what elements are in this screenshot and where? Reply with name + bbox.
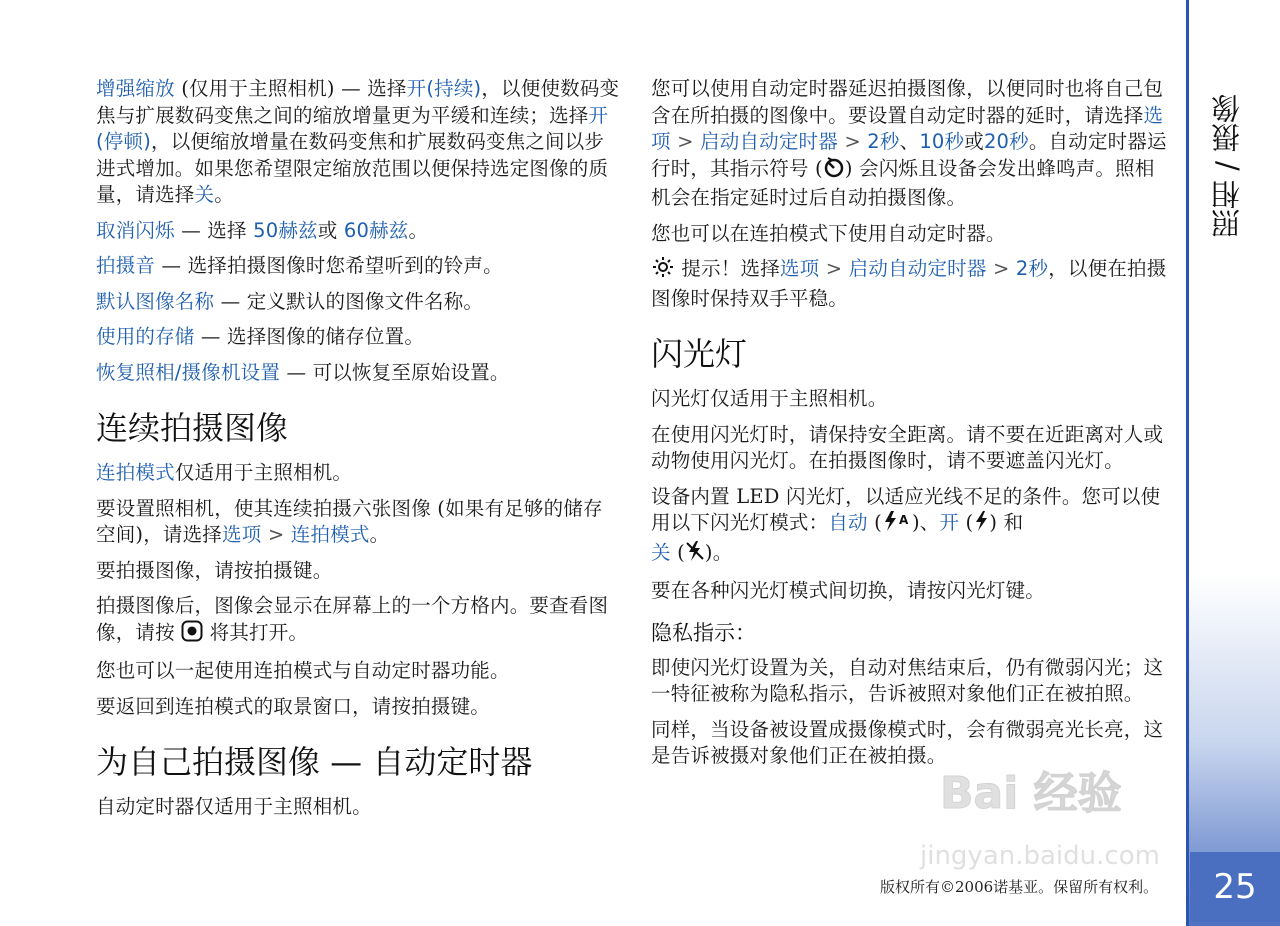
paragraph-timer-1: 自动定时器仅适用于主照相机。: [96, 795, 372, 818]
text: — 选择图像的储存位置。: [194, 325, 425, 348]
option-on-continuous: 开(持续): [406, 77, 482, 100]
option-60hz: 60赫兹: [343, 218, 409, 242]
self-timer-icon: [823, 156, 845, 186]
flash-on-icon: [973, 510, 989, 540]
paragraph-timer-3: 您也可以在连拍模式下使用自动定时器。: [651, 221, 1006, 245]
text: (仅用于主照相机) — 选择: [174, 77, 407, 100]
option-on-paused: 开(停顿): [96, 103, 609, 153]
option-20-seconds: 20秒: [983, 130, 1029, 153]
text: — 可以恢复至原始设置。: [280, 360, 510, 384]
option-flash-off: 关: [651, 540, 671, 564]
right-column: [651, 76, 1171, 779]
text: 设备内置 LED 闪光灯，以适应光线不足的条件。您可以使用以下闪光灯模式：: [651, 484, 1161, 534]
option-options: 选项: [779, 257, 820, 280]
watermark-line2: jingyan.baidu.com: [920, 841, 1160, 871]
menu-separator: >: [819, 257, 849, 280]
flash-auto-icon: [882, 510, 912, 540]
option-off: 关: [194, 183, 215, 206]
paragraph-flicker: [96, 218, 622, 245]
text: — 选择: [174, 218, 254, 242]
text: 、: [899, 130, 920, 153]
text: 要设置照相机，使其连续拍摄六张图像 (如果有足够的储存空间)，请选择: [96, 496, 603, 546]
heading-privacy: 隐私指示：: [651, 620, 756, 645]
heading-self-timer: 为自己拍摄图像 — 自动定时器: [96, 743, 533, 781]
text: — 选择拍摄图像时您希望听到的铃声。: [155, 254, 503, 277]
paragraph-flash-4: 要在各种闪光灯模式间切换，请按闪光灯键。: [651, 579, 1046, 602]
page-number: 25: [1190, 852, 1280, 922]
watermark-line1: Bai 经验: [940, 768, 1122, 819]
option-capture-tone: 拍摄音: [96, 254, 156, 277]
text: 。: [214, 183, 234, 206]
left-column: [96, 76, 622, 830]
option-flash-automatic: 自动: [828, 511, 868, 534]
baidu-jingyan-watermark: [880, 756, 1180, 871]
paragraph-storage: [96, 324, 622, 351]
paragraph-zoom: [96, 76, 622, 209]
menu-separator: >: [261, 523, 291, 546]
menu-separator: >: [670, 130, 701, 153]
flash-off-icon: [685, 540, 705, 570]
option-10-seconds: 10秒: [919, 130, 965, 153]
option-2-seconds: 2秒: [867, 130, 900, 153]
paragraph-tip: [651, 256, 1171, 312]
option-flash-on: 开: [939, 511, 960, 534]
text: 。: [408, 218, 429, 242]
tip-lightbulb-icon: [651, 256, 675, 286]
option-50hz: 50赫兹: [253, 218, 318, 242]
side-tab-divider: [1186, 0, 1189, 926]
paragraph-flash-1: 闪光灯仅适用于主照相机。: [651, 387, 888, 410]
text: — 定义默认的图像文件名称。: [214, 289, 484, 313]
paragraph-burst-6: 要返回到连拍模式的取景窗口，请按拍摄键。: [96, 694, 491, 718]
text: ，以便在拍摄图像时保持双手平稳。: [651, 257, 1167, 310]
heading-burst-mode: 连续拍摄图像: [96, 409, 289, 447]
text: 和: [1003, 511, 1024, 534]
paragraph-burst-5: 您也可以一起使用连拍模式与自动定时器功能。: [96, 659, 510, 682]
text: 拍摄图像后，图像会显示在屏幕上的一个方格内。要查看图像，请按: [96, 594, 609, 644]
heading-flash: 闪光灯: [651, 335, 748, 373]
text: 将其打开。: [209, 620, 309, 644]
select-key-icon: [181, 620, 203, 650]
paragraph-burst-3: 要拍摄图像，请按拍摄键。: [96, 558, 333, 582]
paragraph-privacy-1: 即使闪光灯设置为关，自动对焦结束后，仍有微弱闪光；这一特征被称为隐私指示，告诉被照对象他们正在被拍照。: [651, 655, 1164, 705]
text: ，以便使数码变焦与扩展数码变焦之间的缩放增量更为平缓和连续；选择: [96, 77, 620, 127]
option-restore-settings: 恢复照相/摄像机设置: [96, 360, 281, 384]
option-activate-self-timer: 启动自动定时器: [848, 257, 987, 280]
menu-separator: >: [986, 257, 1016, 280]
paragraph-restore: [96, 360, 622, 387]
option-options: 选项: [651, 103, 1164, 153]
paragraph-flash-2: 在使用闪光灯时，请保持安全距离。请不要在近距离对人或动物使用闪光灯。在拍摄图像时，请不要遮盖闪光灯。: [651, 422, 1164, 472]
text: 。: [369, 523, 390, 546]
text: 仅适用于主照相机。: [174, 461, 353, 484]
option-default-image-name: 默认图像名称: [96, 289, 215, 313]
option-burst-mode: 连拍模式: [290, 523, 370, 546]
option-burst-mode: 连拍模式: [96, 461, 175, 484]
section-title: 照相 / 摄像: [1210, 93, 1244, 238]
paragraph-flash-3: 设备内置 LED 闪光灯，以适应光线不足的条件。您可以使用以下闪光灯模式：自动 ( A )、开 ( ) 和 关 ( )。: [651, 484, 1171, 570]
text: 您可以使用自动定时器延迟拍摄图像，以便同时也将自己包含在所拍摄的图像中。要设置自动定时器的延时，请选择: [651, 77, 1164, 127]
text: 或: [317, 218, 344, 242]
paragraph-burst-2: [96, 496, 622, 549]
option-cancel-flicker: 取消闪烁: [96, 218, 175, 242]
paragraph-timer-2: [651, 76, 1171, 212]
menu-separator: >: [837, 130, 868, 153]
option-activate-self-timer: 启动自动定时器: [700, 130, 838, 153]
tip-label: 提示！: [681, 257, 741, 280]
paragraph-image-name: [96, 289, 622, 316]
text: 或: [964, 130, 984, 153]
option-options: 选项: [222, 523, 262, 546]
copyright-footer: 版权所有©2006诺基亚。保留所有权利。: [880, 878, 1159, 896]
text: ) 会闪烁且设备会发出蜂鸣声。照相机会在指定延时过后自动拍摄图像。: [651, 156, 1155, 209]
option-2-seconds: 2秒: [1015, 257, 1049, 280]
paragraph-sound: [96, 253, 622, 280]
paragraph-burst-1: [96, 460, 622, 487]
text: 选择: [740, 257, 780, 280]
option-memory-in-use: 使用的存储: [96, 325, 195, 348]
paragraph-privacy-2: 同样，当设备被设置成摄像模式时，会有微弱亮光长亮，这是告诉被摄对象他们正在被拍摄。: [651, 717, 1164, 767]
text: ，以便缩放增量在数码变焦和扩展数码变焦之间以步进式增加。如果您希望限定缩放范围以便保持选定图像的质量，请选择: [96, 130, 609, 206]
paragraph-burst-4: [96, 593, 622, 649]
svg-text:A: A: [898, 513, 909, 527]
option-enhanced-zoom: 增强缩放: [96, 77, 175, 100]
text: 。自动定时器运行时，其指示符号 (: [651, 130, 1167, 180]
